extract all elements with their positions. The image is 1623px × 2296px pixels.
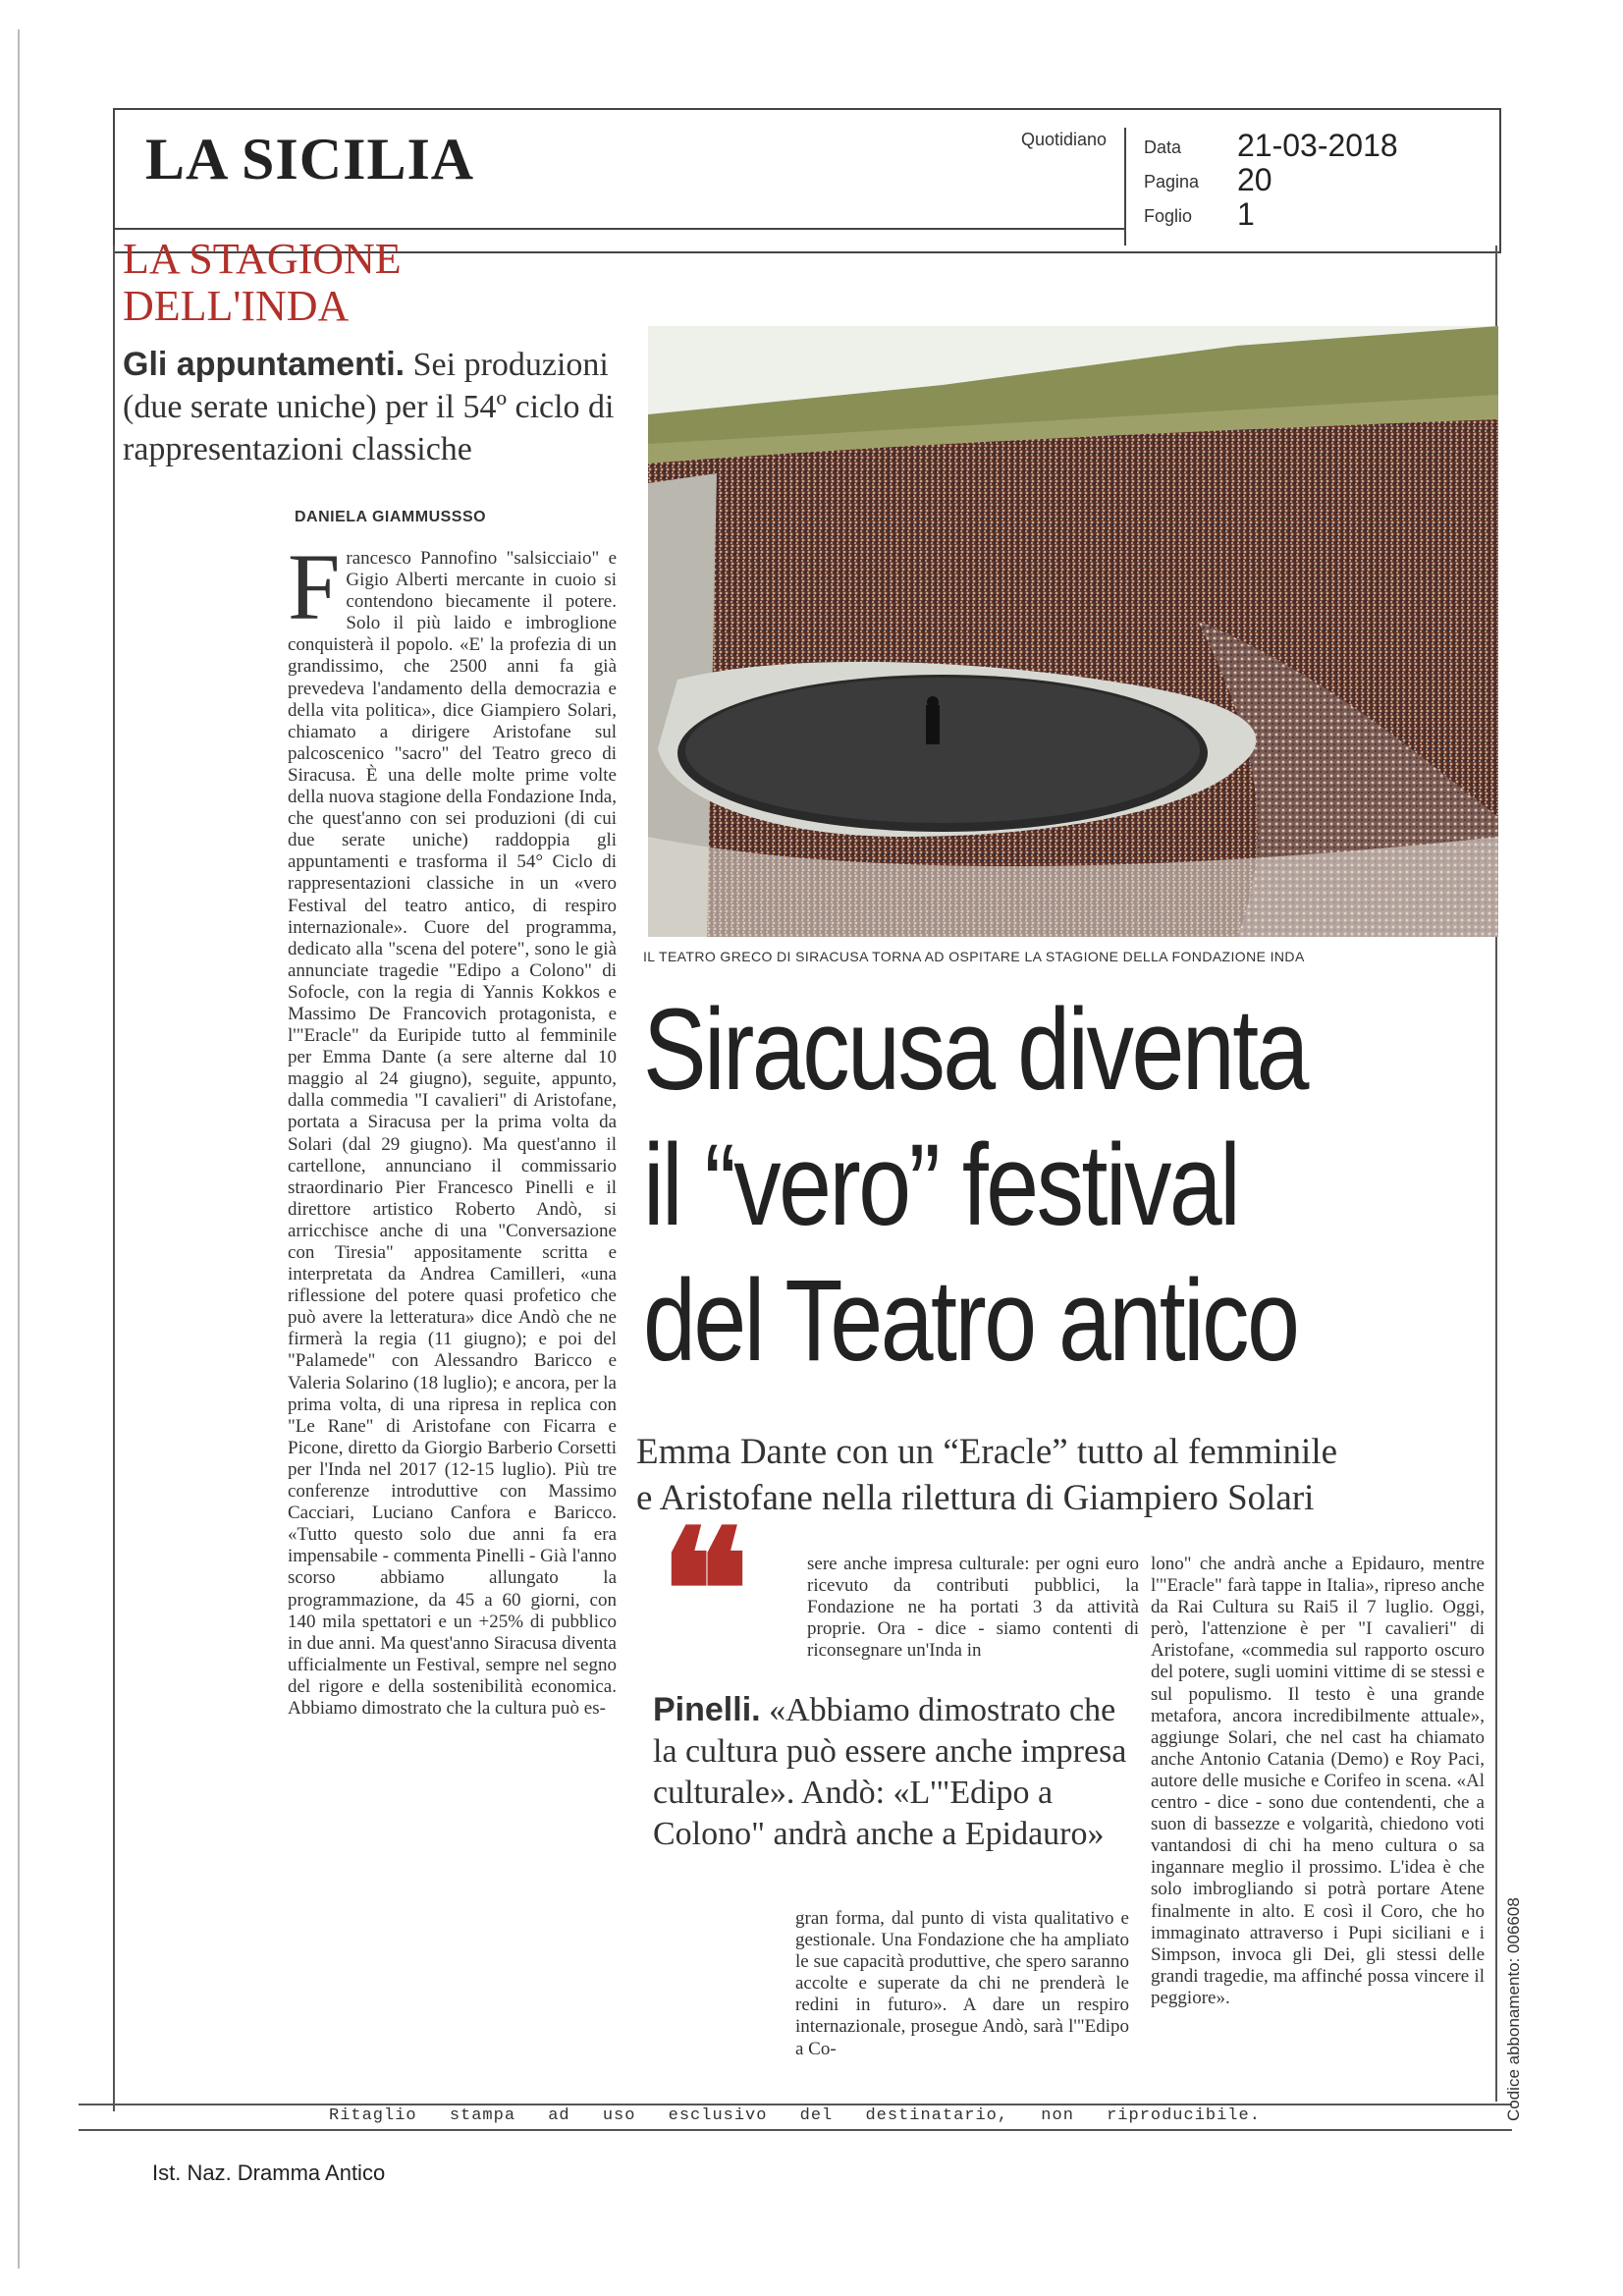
column-1-text: rancesco Pannofino "salsicciaio" e Gigio Alberti mercante in cuoio si contendono biecamente il potere. Solo il più laido e imbroglione conquisterà il popolo. «E' la profezia di un grandissimo, che 2500 anni fa già prevedeva l'andamento della democrazia e della vita politica», dice Giampiero Solari, chiamato a dirigere Aristofane sul palcoscenico "sacro" del Teatro greco di Siracusa. È una delle molte prime volte della nuova stagione della Fondazione Inda, che quest'anno con sei produzioni (di cui due serate uniche) raddoppia gli appuntamenti e trasforma il 54° Ciclo di rappresentazioni classiche in un «vero Festival del teatro antico, di respiro internazionale». Cuore del programma, dedicato alla "scena del potere", sono le già annunciate tragedie "Edipo a Colono" di Sofocle, con la regia di Yannis Kokkos e Massimo De Francovich protagonista, e l'"Eracle" da Euripide tutto al femminile per Emma Dante (a sere alterne dal 10 maggio al 24 giugno), seguite, appunto, dalla commedia "I cavalieri" di Aristofane, portata a Siracusa per la prima volta da Solari (dal 29 giugno). Ma quest'anno il cartellone, annunciano il commissario straordinario Pier Francesco Pinelli e il direttore artistico Roberto Andò, si arricchisce anche di una "Conversazione con Tiresia" appositamente scritta e interpretata da Andrea Camilleri, «una riflessione del potere quasi profetico che può avere la letteratura» dice Andò che ne firmerà la regia (11 giugno); e poi del "Palamede" con Alessandro Baricco e Valeria Solarino (18 luglio); e ancora, per la prima volta, di una ripresa in replica con "Le Rane" di Aristofane con Ficarra e Picone, diretto da Giorgio Barberio Corsetti per l'Inda nel 2017 (12-15 luglio). Più tre conferenze introduttive con Massimo Cacciari, Luciano Canfora e Baricco. «Tutto questo solo due anni fa era impensabile - commenta Pinelli - Già l'anno scorso abbiamo allungato la programmazione, da 45 a 60 giorni, con 140 mila spettatori e un +25% di pubblico in due anni. Ma quest'anno Siracusa diventa ufficialmente un Festival, sempre nel segno del rigore e della sostenibilità economica. Abbiamo dimostrato che la cultura può es- xyxy=(288,548,617,1719)
scan-edge-line xyxy=(18,29,20,2269)
frame-left-rule xyxy=(113,246,115,2111)
kicker-line-2: DELL'INDA xyxy=(123,282,350,330)
pull-quote-lead: Pinelli. xyxy=(653,1691,761,1728)
subhead-line-1: Emma Dante con un “Eracle” tutto al femminile xyxy=(636,1432,1338,1472)
page-value: 20 xyxy=(1237,162,1272,197)
publication-type: Quotidiano xyxy=(1021,130,1108,149)
deck-lead: Gli appuntamenti. xyxy=(123,346,406,383)
sheet-value: 1 xyxy=(1237,196,1255,232)
quote-mark-icon: ❝ xyxy=(660,1501,750,1685)
frame-bottom-rule xyxy=(79,2104,1512,2105)
subhead-line-2: e Aristofane nella rilettura di Giampiero Solari xyxy=(636,1478,1315,1518)
pull-quote xyxy=(653,1689,1144,1855)
photo-caption: IL TEATRO GRECO DI SIRACUSA TORNA AD OSPITARE LA STAGIONE DELLA FONDAZIONE INDA xyxy=(643,949,1305,964)
newspaper-logo: LA SICILIA xyxy=(145,127,475,191)
greek-theatre-image xyxy=(648,326,1498,937)
headline-line-1: Siracusa diventa xyxy=(643,985,1308,1115)
institution-name: Ist. Naz. Dramma Antico xyxy=(152,2160,386,2185)
sheet-label: Foglio xyxy=(1144,206,1193,226)
date-value: 21-03-2018 xyxy=(1237,128,1398,163)
frame-bottom-rule-2 xyxy=(79,2129,1512,2131)
section-kicker xyxy=(123,236,402,330)
masthead-rule xyxy=(115,228,1126,230)
article-column-2: sere anche impresa culturale: per ogni euro ricevuto da contributi pubblici, la Fondazione ne ha portati 3 da attività proprie. Ora - dice - siamo contenti di riconsegnare un'Inda in xyxy=(807,1554,1139,1662)
headline-line-3: del Teatro antico xyxy=(643,1256,1298,1386)
kicker-line-1: LA STAGIONE xyxy=(123,235,402,283)
clipping-notice: Ritaglio stampa ad uso esclusivo del destinatario, non riproducibile. xyxy=(329,2106,1261,2125)
article-column-4: lono" che andrà anche a Epidauro, mentre l'"Eracle" farà tappe in Italia», ripreso anche da Rai Cultura su Rai5 il 7 luglio. Oggi, però, l'attenzione è per "I cavalieri" di Aristofane, «commedia sul rapporto oscuro del potere, sugli uomini vittime di se stessi e sul populismo. Il testo è una grande metafora, ancora incredibilmente attuale», aggiunge Solari, che nel cast ha chiamato anche Antonio Catania (Demo) e Roy Paci, autore delle musiche e Corifeo in scena. «Al centro - dice - sono due contendenti, che a suon di bassezze e volgarità, chiedono voti vantandosi di chi ha meno cultura o sa ingannare meglio il prossimo. L'idea è che solo imbrogliando si potrà portare Atene finalmente in alto. E così il Coro, che ho immaginato attraverso i Pupi siciliani e i Simpson, invoca gli Dei, gli stessi delle grandi tragedie, ma affinché possa vincere il peggiore». xyxy=(1151,1554,1485,2008)
subscription-code: Codice abbonamento: 006608 xyxy=(1504,1897,1523,2121)
date-label: Data xyxy=(1144,137,1182,157)
pull-quote-text: «Abbiamo dimostrato che la cultura può essere anche impresa culturale». Andò: «L'"Edipo a Colono" andrà anche a Epidauro» xyxy=(653,1692,1127,1852)
article-column-3: gran forma, dal punto di vista qualitativo e gestionale. Una Fondazione che ha ampliato le sue capacità produttive, che spero saranno accolte e superate da chi ne prenderà le redini in futuro». A dare un respiro internazionale, prosegue Andò, sarà l'"Edipo a Co- xyxy=(795,1908,1129,2059)
headline-line-2: il “vero” festival xyxy=(643,1121,1239,1250)
masthead-separator xyxy=(1124,128,1126,246)
headline xyxy=(643,982,1352,1389)
byline: DANIELA GIAMMUSSSO xyxy=(295,509,487,525)
drop-cap: F xyxy=(288,534,341,639)
deck-text: Sei produzioni (due serate uniche) per il 54º ciclo di rappresentazioni classiche xyxy=(123,347,615,467)
theatre-photo xyxy=(648,326,1498,937)
page-label: Pagina xyxy=(1144,172,1200,191)
article-deck xyxy=(123,344,623,470)
article-column-1 xyxy=(288,534,617,1720)
